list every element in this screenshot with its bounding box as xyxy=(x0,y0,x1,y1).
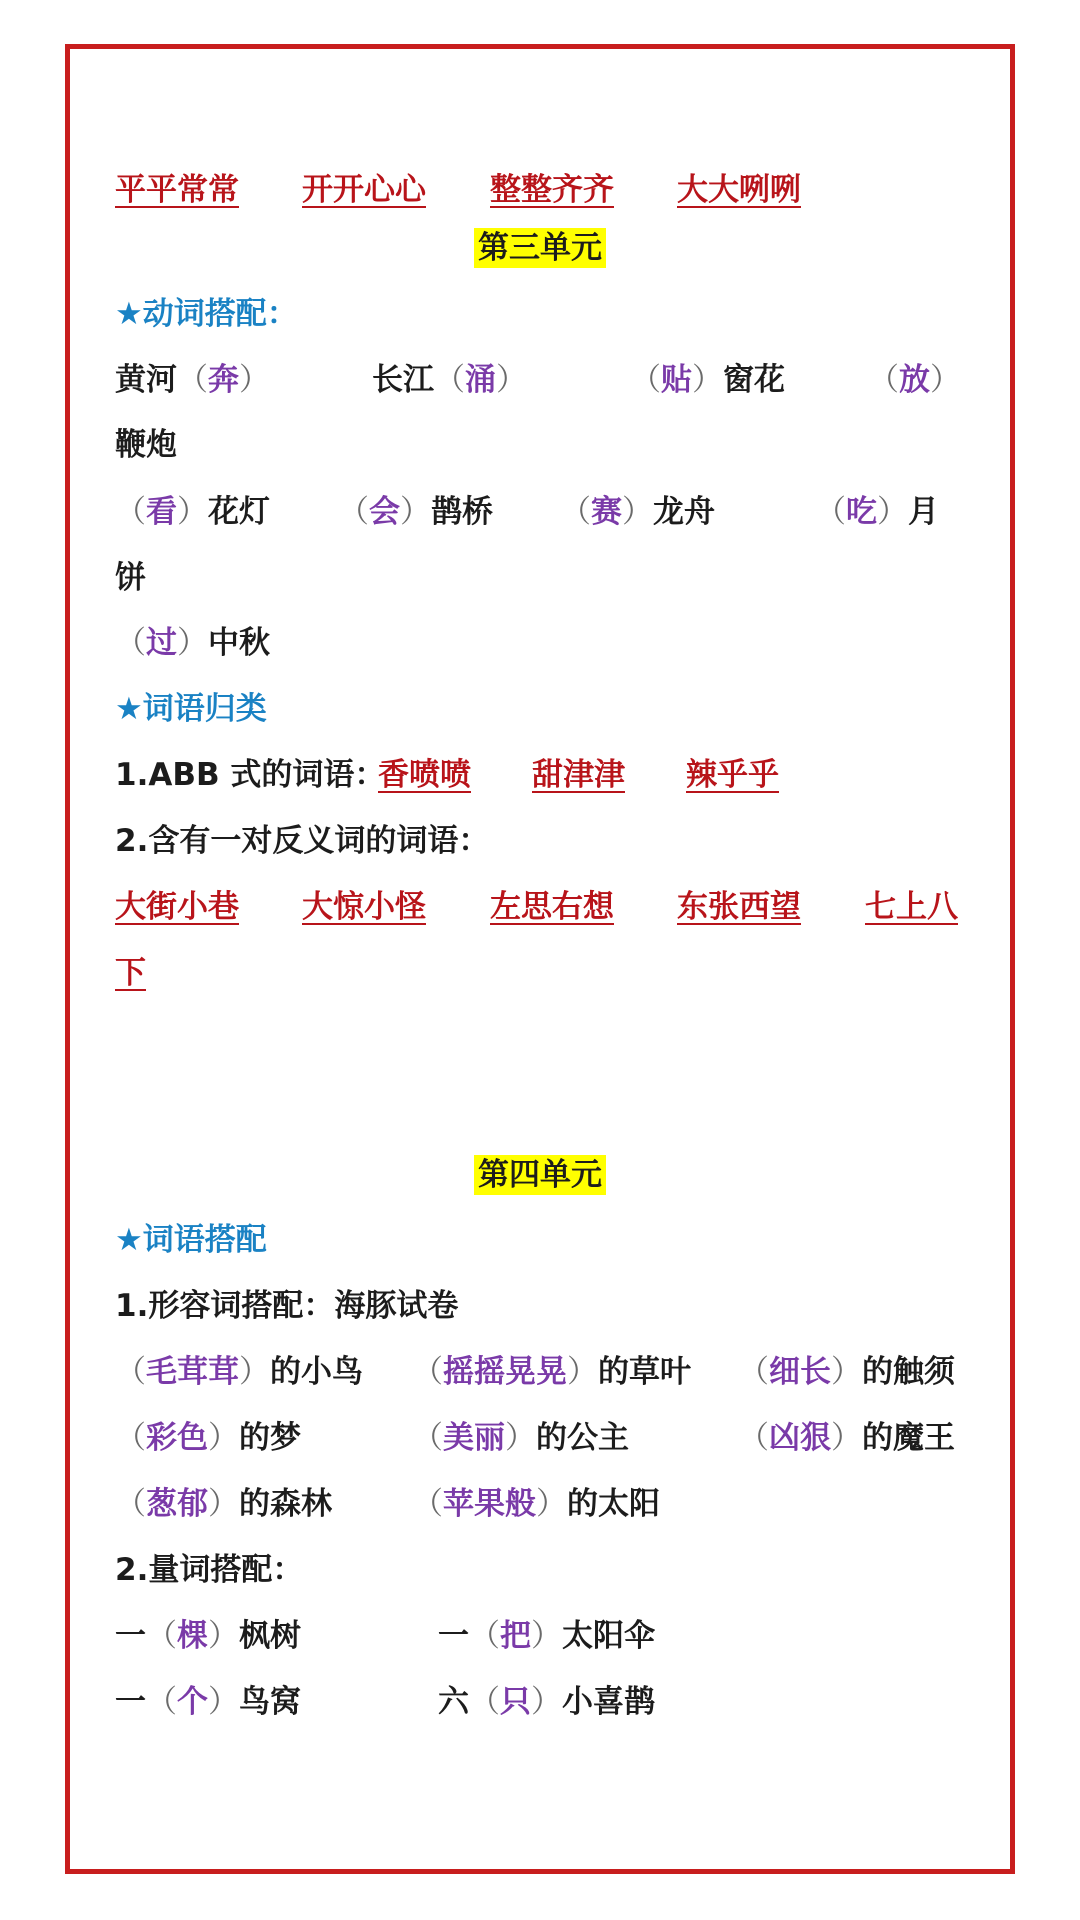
antonym-word-5-wrap: 下 xyxy=(115,955,146,991)
word-4: 大大咧咧 xyxy=(677,172,801,208)
verb-pair-7: （赛）龙舟 xyxy=(560,494,715,530)
classify-header: ★词语归类 xyxy=(115,691,267,727)
abb-word-2: 甜津津 xyxy=(532,757,625,793)
adj-pair-8: （苹果般）的太阳 xyxy=(412,1486,660,1522)
measure-pair-2: 一（把）太阳伞 xyxy=(438,1618,655,1654)
adj-pair-1: （毛茸茸）的小鸟 xyxy=(115,1354,363,1390)
measure-pair-1: 一（棵）枫树 xyxy=(115,1618,301,1654)
verb-pair-8: （吃）月 xyxy=(815,494,939,530)
antonym-word-3: 左思右想 xyxy=(490,889,614,925)
adj-label: 1.形容词搭配：海豚试卷 xyxy=(115,1288,459,1324)
word-3: 整整齐齐 xyxy=(490,172,614,208)
unit3-title: 第三单元 xyxy=(0,228,1080,268)
unit4-title: 第四单元 xyxy=(0,1155,1080,1195)
measure-pair-3: 一（个）鸟窝 xyxy=(115,1684,301,1720)
verb-pair-4: （放） xyxy=(868,362,961,398)
verb-pair-5: （看）花灯 xyxy=(115,494,270,530)
antonym-word-5: 七上八 xyxy=(865,889,958,925)
verbs-header: ★动词搭配： xyxy=(115,296,298,332)
adj-pair-6: （凶狠）的魔王 xyxy=(738,1420,955,1456)
adj-pair-5: （美丽）的公主 xyxy=(412,1420,629,1456)
measure-pair-4: 六（只）小喜鹊 xyxy=(438,1684,655,1720)
unit4-header: ★词语搭配 xyxy=(115,1222,267,1258)
adj-pair-2: （摇摇晃晃）的草叶 xyxy=(412,1354,691,1390)
abb-word-3: 辣乎乎 xyxy=(686,757,779,793)
abb-label: 1.ABB 式的词语： xyxy=(115,757,386,793)
abb-line xyxy=(115,755,385,795)
antonym-word-4: 东张西望 xyxy=(677,889,801,925)
antonym-label: 2.含有一对反义词的词语： xyxy=(115,823,490,859)
adj-pair-3: （细长）的触须 xyxy=(738,1354,955,1390)
antonym-word-1: 大街小巷 xyxy=(115,889,239,925)
verb-pair-2: 长江（涌） xyxy=(372,362,527,398)
verb-pair-9: （过）中秋 xyxy=(115,625,270,661)
antonym-word-2: 大惊小怪 xyxy=(302,889,426,925)
word-1: 平平常常 xyxy=(115,172,239,208)
measure-label: 2.量词搭配： xyxy=(115,1552,304,1588)
abb-word-1: 香喷喷 xyxy=(378,757,471,793)
adj-pair-7: （葱郁）的森林 xyxy=(115,1486,332,1522)
verb-pair-8-wrap: 饼 xyxy=(115,560,146,596)
verb-pair-3: （贴）窗花 xyxy=(630,362,785,398)
adj-pair-4: （彩色）的梦 xyxy=(115,1420,301,1456)
verb-pair-6: （会）鹊桥 xyxy=(338,494,493,530)
verb-pair-1: 黄河（奔） xyxy=(115,362,270,398)
word-2: 开开心心 xyxy=(302,172,426,208)
verb-pair-4-wrap: 鞭炮 xyxy=(115,427,177,463)
